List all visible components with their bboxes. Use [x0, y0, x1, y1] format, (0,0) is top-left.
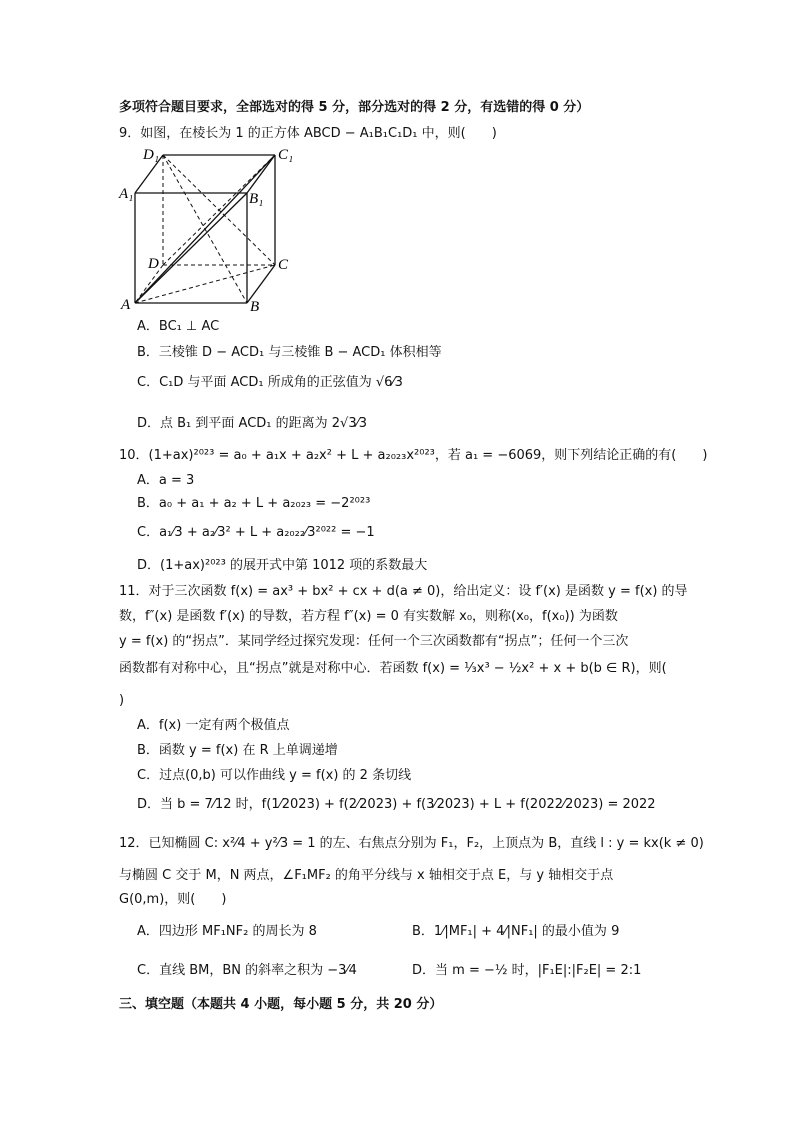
- label-B: B: [250, 299, 260, 313]
- q12-option-d: D．当 m = −½ 时，|F₁E|:|F₂E| = 2:1: [412, 963, 642, 978]
- q11-line2: 数，f″(x) 是函数 f′(x) 的导数，若方程 f″(x) = 0 有实数解 x₀，则称(x₀，f(x₀)) 为函数: [119, 609, 618, 624]
- q9-option-d: D．点 B₁ 到平面 ACD₁ 的距离为 2√3⁄3: [137, 416, 368, 431]
- q12-option-a: A．四边形 MF₁NF₂ 的周长为 8: [137, 924, 317, 939]
- q11-option-a: A．f(x) 一定有两个极值点: [137, 718, 290, 733]
- q9-option-a: A．BC₁ ⊥ AC: [137, 319, 220, 334]
- q10-option-b: B．a₀ + a₁ + a₂ + L + a₂₀₂₃ = −2²⁰²³: [137, 496, 371, 511]
- label-A1: A₁: [119, 186, 134, 202]
- q10-option-d: D．(1+ax)²⁰²³ 的展开式中第 1012 项的系数最大: [137, 558, 428, 573]
- q11-line3: y = f(x) 的“拐点”．某同学经过探究发现：任何一个三次函数都有“拐点”；任何一个三次: [119, 634, 629, 649]
- label-D: D: [148, 256, 159, 272]
- q11-line5: ): [119, 693, 125, 708]
- q9-option-c: C．C₁D 与平面 ACD₁ 所成角的正弦值为 √6⁄3: [137, 375, 403, 390]
- label-C1: C₁: [278, 147, 294, 163]
- q11-line1: 11．对于三次函数 f(x) = ax³ + bx² + cx + d(a ≠ 0)，给出定义：设 f′(x) 是函数 y = f(x) 的导: [119, 584, 688, 599]
- q12-option-b: B．1⁄|MF₁| + 4⁄|NF₁| 的最小值为 9: [412, 924, 620, 939]
- q10-stem: 10．(1+ax)²⁰²³ = a₀ + a₁x + a₂x² + L + a₂₀₂₃x²⁰²³，若 a₁ = −6069，则下列结论正确的有( ): [119, 448, 708, 463]
- label-B1: B₁: [249, 191, 264, 207]
- q11-line4: 函数都有对称中心，且“拐点”就是对称中心．若函数 f(x) = ⅓x³ − ½x² + x + b(b ∈ R)，则(: [119, 661, 667, 676]
- section-3-heading: 三、填空题（本题共 4 小题，每小题 5 分，共 20 分）: [119, 997, 443, 1012]
- cube-figure: [115, 143, 300, 313]
- q12-line3: G(0,m)，则( ): [119, 892, 227, 907]
- q9-stem: 9．如图，在棱长为 1 的正方体 ABCD − A₁B₁C₁D₁ 中，则( ): [119, 126, 497, 141]
- q9-option-b: B．三棱锥 D − ACD₁ 与三棱锥 B − ACD₁ 体积相等: [137, 345, 442, 360]
- q10-option-a: A．a = 3: [137, 473, 195, 488]
- q10-option-c: C．a₁⁄3 + a₂⁄3² + L + a₂₀₂₂⁄3²⁰²² = −1: [137, 525, 375, 540]
- q12-option-c: C．直线 BM，BN 的斜率之积为 −3⁄4: [137, 963, 357, 978]
- q12-line2: 与椭圆 C 交于 M，N 两点，∠F₁MF₂ 的角平分线与 x 轴相交于点 E，与 y 轴相交于点: [119, 868, 614, 883]
- q12-line1: 12．已知椭圆 C: x²⁄4 + y²⁄3 = 1 的左、右焦点分别为 F₁，F₂，上顶点为 B，直线 l : y = kx(k ≠ 0): [119, 836, 704, 851]
- label-D1: D₁: [143, 147, 160, 163]
- label-C: C: [278, 257, 289, 273]
- q11-option-d: D．当 b = 7⁄12 时，f(1⁄2023) + f(2⁄2023) + f(3⁄2023) + L + f(2022⁄2023) = 2022: [137, 797, 656, 812]
- q11-option-c: C．过点(0,b) 可以作曲线 y = f(x) 的 2 条切线: [137, 768, 412, 783]
- header-note: 多项符合题目要求，全部选对的得 5 分，部分选对的得 2 分，有选错的得 0 分）: [119, 100, 590, 115]
- q11-option-b: B．函数 y = f(x) 在 R 上单调递增: [137, 743, 338, 758]
- label-A: A: [121, 297, 131, 313]
